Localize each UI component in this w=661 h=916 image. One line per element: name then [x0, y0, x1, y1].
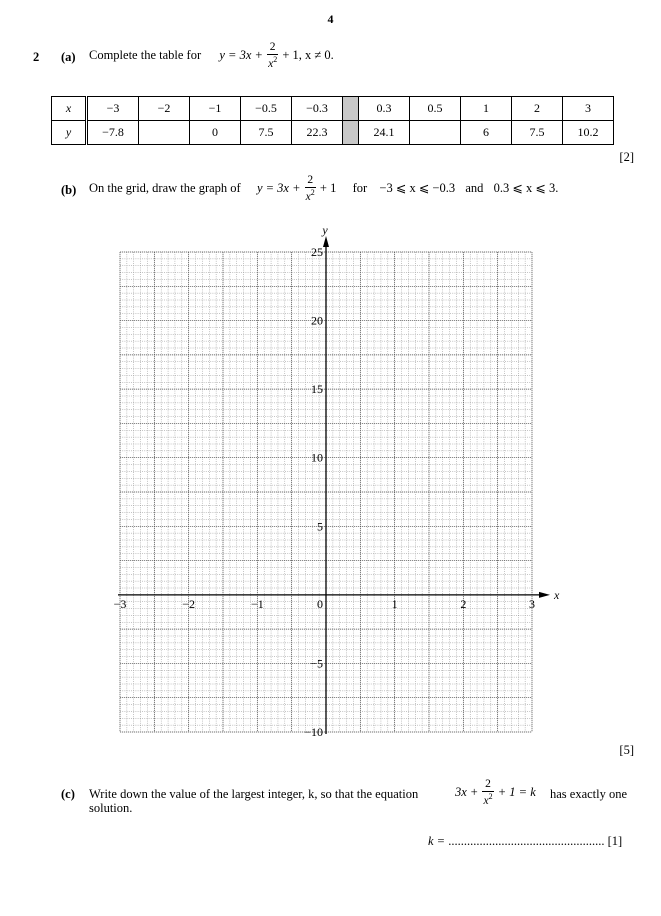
table-gap-cell [343, 121, 359, 145]
y-axis-label: y [322, 223, 328, 237]
x-axis-arrow [539, 592, 550, 598]
part-b-range1: −3 ⩽ x ⩽ −0.3 [379, 180, 456, 195]
part-b-text: On the grid, draw the graph of [89, 180, 241, 195]
graph-grid[interactable] [100, 220, 560, 745]
part-a-eq-rest: + 1, x ≠ 0. [282, 47, 334, 62]
part-c-frac-den: x [483, 794, 489, 807]
part-c-fraction [482, 779, 493, 807]
table-cell-y: 24.1 [359, 121, 410, 145]
x-tick-label: 3 [529, 596, 535, 611]
table-gap-cell [343, 97, 359, 121]
table-cell-y: 7.5 [512, 121, 563, 145]
y-tick-label: −10 [304, 725, 323, 739]
table-cell-y: 6 [461, 121, 512, 145]
y-tick-label: −5 [310, 656, 323, 671]
graph-tick-labels [114, 223, 560, 739]
table-cell-y-blank[interactable] [410, 121, 461, 145]
y-tick-label: 20 [311, 313, 323, 328]
x-tick-label: 0 [317, 596, 323, 611]
part-b-range2: 0.3 ⩽ x ⩽ 3. [493, 180, 559, 195]
part-b-fraction [305, 175, 316, 203]
part-b-frac-exp: 2 [310, 187, 315, 197]
table-cell-x: −0.5 [241, 97, 292, 121]
part-b-frac-den: x [305, 190, 311, 203]
table-cell-x: −0.3 [292, 97, 343, 121]
table-row-y [52, 121, 614, 145]
y-tick-label: 25 [311, 245, 323, 259]
table-header-y: y [52, 121, 87, 145]
y-tick-label: 15 [311, 382, 323, 397]
part-a-eq-lhs: y = 3x + [219, 47, 263, 62]
table-cell-x: 0.5 [410, 97, 461, 121]
values-table [51, 96, 614, 145]
part-b-for: for [352, 180, 368, 195]
table-row-x [52, 97, 614, 121]
part-b-question [89, 175, 558, 203]
part-b-frac-num: 2 [307, 174, 314, 186]
table-cell-y: 0 [190, 121, 241, 145]
part-a-text: Complete the table for [89, 47, 202, 62]
table-cell-y: −7.8 [87, 121, 139, 145]
x-tick-label: −2 [182, 596, 196, 611]
part-c-equation [455, 779, 536, 807]
answer-line[interactable]: .................................................. [448, 834, 605, 848]
part-c-eq-rest: + 1 = k [497, 784, 536, 799]
table-header-x: x [52, 97, 87, 121]
x-tick-label: 1 [391, 596, 398, 611]
part-a-marks: [2] [619, 150, 634, 164]
part-c-text: Write down the value of the largest integer, k, so that the equation [89, 787, 419, 801]
table-cell-y: 10.2 [563, 121, 614, 145]
table-cell-y: 7.5 [241, 121, 292, 145]
answer-label [428, 834, 622, 849]
part-c-text-after: has exactly one [550, 787, 628, 801]
answer-k-label: k = [428, 834, 446, 848]
part-c-label: (c) [61, 787, 75, 801]
part-b-label: (b) [61, 183, 77, 197]
question-number: 2 [33, 50, 40, 64]
part-c-marks: [1] [607, 834, 623, 848]
table-cell-x: 3 [563, 97, 614, 121]
part-a-question [89, 42, 334, 70]
part-b-eq-lhs: y = 3x + [256, 180, 301, 195]
part-c-frac-exp: 2 [488, 791, 493, 801]
table-cell-x: 2 [512, 97, 563, 121]
x-tick-label: −3 [113, 596, 127, 611]
part-a-frac-den: x [268, 57, 274, 70]
x-tick-label: −1 [250, 596, 264, 611]
table-cell-x: 0.3 [359, 97, 410, 121]
part-c-text-line2: solution. [89, 801, 133, 815]
y-tick-label: 10 [311, 450, 323, 465]
part-c-frac-num: 2 [485, 778, 491, 790]
table-cell-x: −2 [139, 97, 190, 121]
part-b-marks: [5] [619, 743, 634, 757]
page-number: 4 [327, 12, 334, 26]
table-cell-x: 1 [461, 97, 512, 121]
table-cell-y-blank[interactable] [139, 121, 190, 145]
part-a-fraction [267, 42, 278, 70]
y-axis-arrow [323, 236, 329, 247]
table-cell-x: −1 [190, 97, 241, 121]
table-cell-y: 22.3 [292, 121, 343, 145]
part-c-eq-lhs: 3x + [455, 784, 479, 799]
part-b-eq-rest: + 1 [319, 180, 337, 195]
part-b-and: and [465, 180, 484, 195]
x-tick-label: 2 [460, 596, 467, 611]
part-a-label: (a) [61, 50, 76, 64]
table-cell-x: −3 [87, 97, 139, 121]
y-tick-label: 5 [317, 519, 323, 534]
part-a-frac-exp: 2 [273, 54, 278, 64]
part-a-frac-num: 2 [269, 41, 276, 53]
x-axis-label: x [554, 587, 560, 602]
